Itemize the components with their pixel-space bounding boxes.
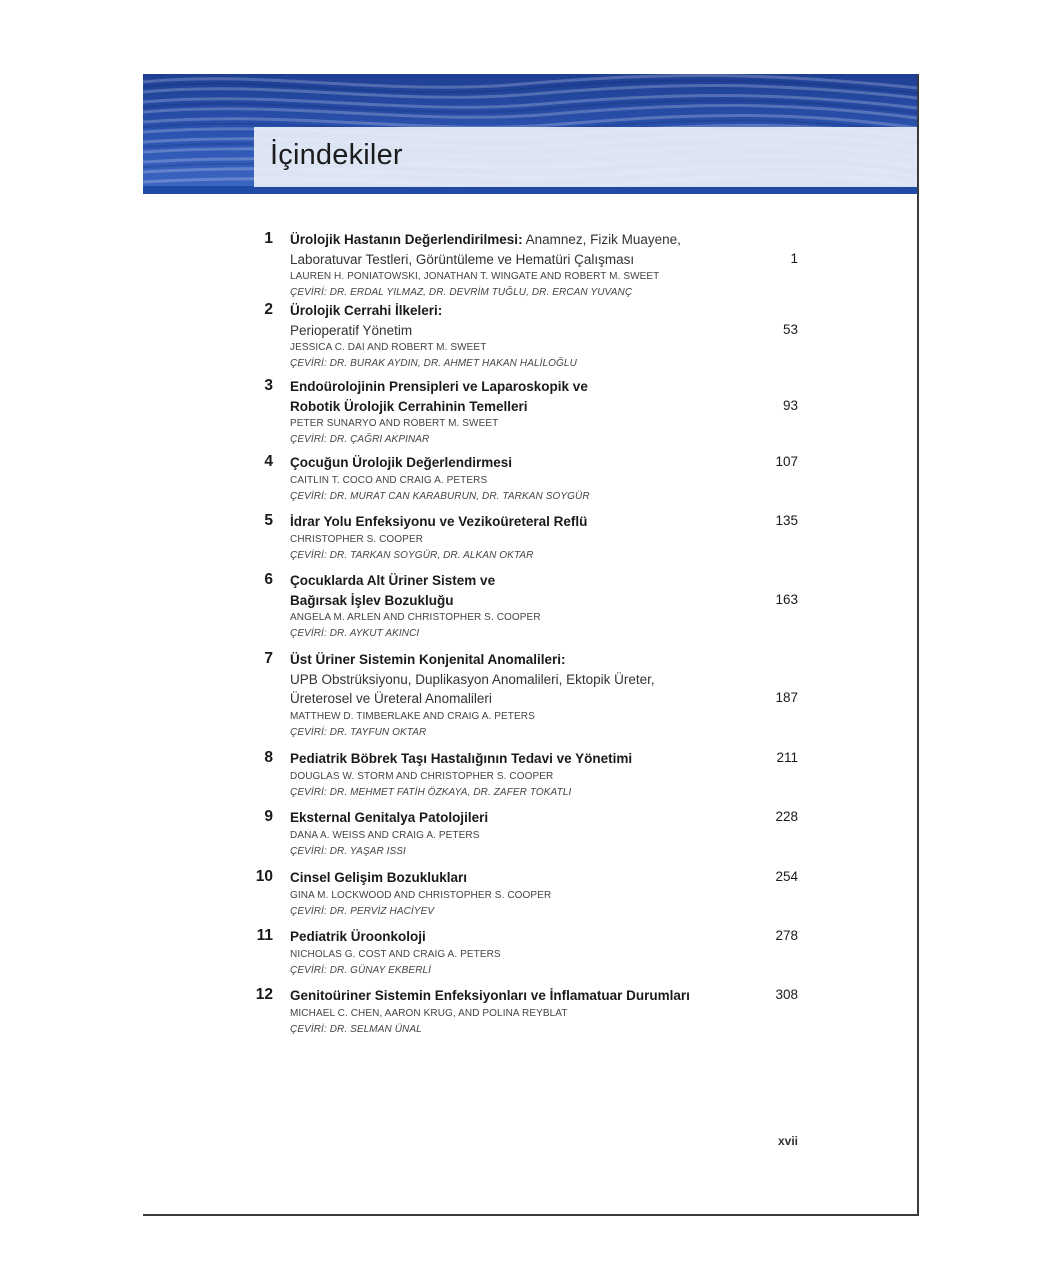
chapter-authors: GINA M. LOCKWOOD AND CHRISTOPHER S. COOPER — [290, 889, 552, 901]
chapter-translator: ÇEVİRİ: DR. BURAK AYDIN, DR. AHMET HAKAN HALİLOĞLU — [290, 358, 577, 369]
chapter-translator: ÇEVİRİ: DR. YAŞAR ISSI — [290, 845, 406, 857]
chapter-number: 7 — [264, 650, 273, 667]
chapter-subtitle: Üreterosel ve Üreteral Anomalileri — [290, 691, 492, 706]
chapter-number: 4 — [264, 453, 273, 470]
chapter-title: Ürolojik Cerrahi İlkeleri: — [290, 303, 443, 318]
page-folio: xvii — [777, 1134, 798, 1148]
chapter-authors: NICHOLAS G. COST AND CRAIG A. PETERS — [290, 948, 501, 960]
chapter-number: 2 — [264, 301, 273, 318]
chapter-translator: ÇEVİRİ: DR. TAYFUN OKTAR — [290, 726, 427, 738]
chapter-number: 10 — [255, 868, 273, 885]
chapter-translator: ÇEVİRİ: DR. ERDAL YILMAZ, DR. DEVRİM TUĞLU, DR. ERCAN YUVANÇ — [290, 287, 633, 298]
chapter-title: Ürolojik Hastanın Değerlendirilmesi: — [290, 232, 523, 247]
chapter-translator: ÇEVİRİ: DR. MURAT CAN KARABURUN, DR. TARKAN SOYGÜR — [290, 490, 590, 502]
chapter-authors: PETER SUNARYO AND ROBERT M. SWEET — [290, 418, 499, 429]
banner-bottom-strip — [143, 186, 917, 194]
chapter-authors: DANA A. WEISS AND CRAIG A. PETERS — [290, 829, 480, 841]
chapter-number: 9 — [264, 808, 273, 825]
chapter-title: Endoürolojinin Prensipleri ve Laparoskopik ve — [290, 379, 588, 394]
page-number: 53 — [782, 322, 798, 337]
page-number: 107 — [775, 454, 798, 469]
chapter-translator: ÇEVİRİ: DR. TARKAN SOYGÜR, DR. ALKAN OKTAR — [290, 549, 534, 561]
chapter-authors: MATTHEW D. TIMBERLAKE AND CRAIG A. PETERS — [290, 710, 535, 722]
chapter-number: 12 — [255, 986, 273, 1003]
document-page — [143, 74, 919, 1216]
page-title: İçindekiler — [270, 139, 403, 171]
page-number: 163 — [775, 592, 798, 607]
chapter-authors: ANGELA M. ARLEN AND CHRISTOPHER S. COOPER — [290, 612, 541, 623]
chapter-subtitle: Laboratuvar Testleri, Görüntüleme ve Hematüri Çalışması — [290, 251, 635, 267]
chapter-translator: ÇEVİRİ: DR. MEHMET FATİH ÖZKAYA, DR. ZAFER TOKATLI — [290, 786, 572, 798]
chapter-title: Çocuklarda Alt Üriner Sistem ve — [290, 573, 496, 588]
chapter-number: 6 — [264, 571, 273, 588]
header-banner — [143, 74, 917, 194]
chapter-subtitle: Perioperatif Yönetim — [290, 322, 413, 338]
chapter-title: İdrar Yolu Enfeksiyonu ve Vezikoüreteral Reflü — [290, 514, 588, 529]
chapter-number: 3 — [264, 377, 273, 394]
chapter-title: Üst Üriner Sistemin Konjenital Anomalileri: — [290, 652, 566, 667]
page-number: 228 — [775, 809, 798, 824]
page-number: 93 — [782, 398, 798, 413]
chapter-title: Eksternal Genitalya Patolojileri — [290, 810, 489, 825]
chapter-authors: DOUGLAS W. STORM AND CHRISTOPHER S. COOPER — [290, 770, 554, 782]
chapter-translator: ÇEVİRİ: DR. PERVİZ HACİYEV — [290, 905, 435, 917]
chapter-subtitle: UPB Obstrüksiyonu, Duplikasyon Anomalileri, Ektopik Üreter, — [290, 671, 655, 687]
chapter-number: 8 — [264, 749, 273, 766]
chapter-authors: CAITLIN T. COCO AND CRAIG A. PETERS — [290, 474, 488, 486]
chapter-title-continued: Bağırsak İşlev Bozukluğu — [290, 592, 454, 608]
chapter-translator: ÇEVİRİ: DR. GÜNAY EKBERLİ — [290, 964, 432, 976]
chapter-title: Cinsel Gelişim Bozuklukları — [290, 870, 468, 885]
chapter-number: 11 — [256, 927, 273, 944]
chapter-title-continued: Robotik Ürolojik Cerrahinin Temelleri — [290, 398, 528, 414]
chapter-authors: LAUREN H. PONIATOWSKI, JONATHAN T. WINGATE AND ROBERT M. SWEET — [290, 271, 660, 282]
chapter-authors: CHRISTOPHER S. COOPER — [290, 533, 424, 545]
page-number: 1 — [790, 251, 798, 266]
page-number: 187 — [775, 690, 798, 705]
chapter-authors: MICHAEL C. CHEN, AARON KRUG, AND POLINA REYBLAT — [290, 1007, 568, 1019]
chapter-number: 1 — [264, 230, 273, 247]
chapter-translator: ÇEVİRİ: DR. SELMAN ÜNAL — [290, 1023, 422, 1035]
chapter-translator: ÇEVİRİ: DR. AYKUT AKINCI — [290, 628, 420, 639]
title-box — [254, 127, 917, 187]
chapter-title: Pediatrik Üroonkoloji — [290, 929, 426, 944]
chapter-subtitle: Anamnez, Fizik Muayene, — [522, 232, 681, 247]
page-number: 211 — [776, 750, 798, 765]
chapter-title: Çocuğun Ürolojik Değerlendirmesi — [290, 455, 513, 470]
page-number: 308 — [775, 987, 798, 1002]
page-number: 278 — [775, 928, 798, 943]
page-number: 254 — [775, 869, 798, 884]
page-number: 135 — [775, 513, 798, 528]
chapter-translator: ÇEVİRİ: DR. ÇAĞRI AKPINAR — [290, 434, 430, 445]
chapter-title: Pediatrik Böbrek Taşı Hastalığının Tedavi ve Yönetimi — [290, 751, 633, 766]
chapter-title: Genitoüriner Sistemin Enfeksiyonları ve İnflamatuar Durumları — [290, 988, 690, 1003]
chapter-number: 5 — [264, 512, 273, 529]
chapter-authors: JESSICA C. DAI AND ROBERT M. SWEET — [290, 342, 487, 353]
